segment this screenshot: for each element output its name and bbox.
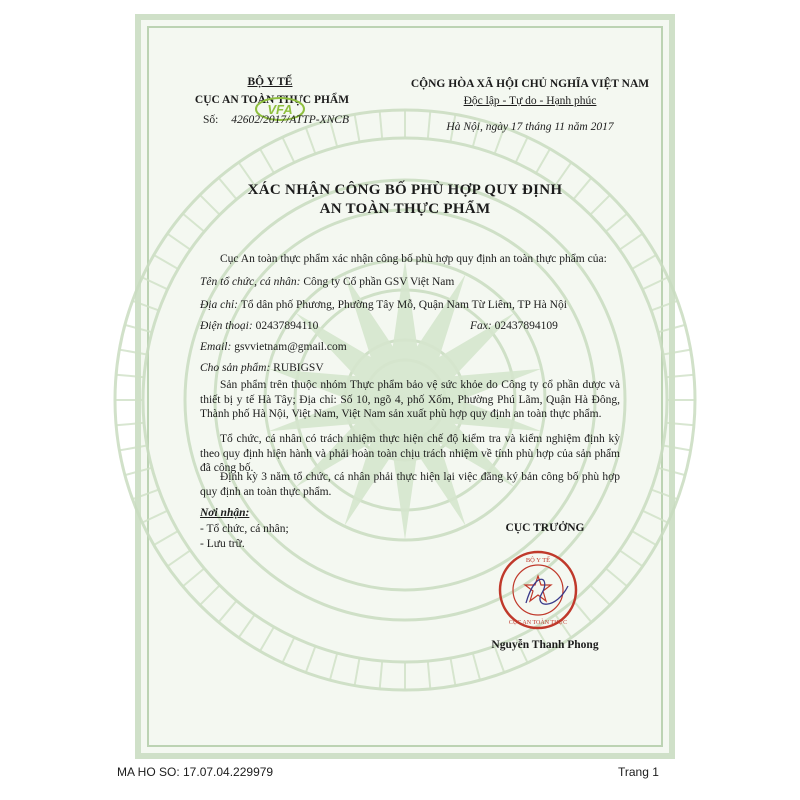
drum-tick <box>142 511 167 523</box>
drum-tick <box>282 137 294 162</box>
drum-tick <box>658 325 685 332</box>
drum-tick <box>306 646 316 672</box>
recipients-heading: Nơi nhận: <box>200 507 250 519</box>
fax-row <box>470 319 558 333</box>
drum-tick <box>428 661 431 689</box>
responsibility-paragraph: Tổ chức, cá nhân có trách nhiệm thực hiện chế độ kiểm tra và kiểm nghiệm định kỳ theo quy định hiện hành và phải hoàn toàn chịu trách nhiệm về tính phù hợp của sản phẩm đã công bố. <box>200 433 620 474</box>
logo-text: VFA <box>267 102 293 117</box>
drum-tick <box>651 490 677 500</box>
address-value: Tổ dân phố Phương, Phường Tây Mỗ, Quận Nam Từ Liêm, TP Hà Nội <box>240 299 567 311</box>
document-number-label: Số: <box>203 114 219 126</box>
drum-tick <box>643 511 668 523</box>
drum-tick <box>119 350 147 355</box>
page-number: Trang 1 <box>618 765 659 779</box>
phone-label: Điện thoại: <box>200 320 253 332</box>
drum-tick <box>200 585 220 605</box>
drum-tick <box>125 325 152 332</box>
drum-tick <box>133 490 159 500</box>
record-number: MA HO SO: 17.07.04.229979 <box>117 765 274 779</box>
drum-tick <box>666 375 694 378</box>
drum-tick <box>282 638 294 663</box>
product-label: Cho sản phẩm: <box>200 362 271 374</box>
drum-tick <box>183 214 205 232</box>
drum-tick <box>355 658 360 686</box>
document-number <box>203 113 349 127</box>
drum-tick <box>451 658 456 686</box>
drum-tick <box>260 627 274 651</box>
department-name: CỤC AN TOÀN THỰC PHẨM <box>194 94 350 106</box>
email-value: gsvvietnam@gmail.com <box>234 341 347 353</box>
drum-tick <box>606 214 628 232</box>
drum-tick <box>666 423 694 426</box>
drum-tick <box>651 301 677 311</box>
drum-tick <box>116 375 144 378</box>
drum-tick <box>154 531 178 545</box>
drum-tick <box>516 137 528 162</box>
phone-value: 02437894110 <box>255 320 319 332</box>
drum-tick <box>154 255 178 269</box>
ministry-name: BỘ Y TẾ <box>247 76 293 88</box>
document-number-value: 42602/2017/ATTP-XNCB <box>231 114 349 126</box>
email-label: Email: <box>200 341 232 353</box>
drum-tick <box>663 446 691 451</box>
renewal-paragraph: Định kỳ 3 năm tổ chức, cá nhân phải thực hiện lại việc đăng ký bản công bố phù hợp quy định an toàn thực phẩm. <box>200 471 620 498</box>
product-row <box>200 361 324 375</box>
drum-tick <box>330 653 337 680</box>
drum-tick <box>536 149 550 173</box>
drum-tick <box>643 277 668 289</box>
drum-tick <box>219 601 237 623</box>
drum-tick <box>167 234 190 250</box>
email-row <box>200 340 347 354</box>
drum-tick <box>658 468 685 475</box>
phone-row <box>200 319 318 333</box>
production-paragraph: Sản phẩm trên thuộc nhóm Thực phẩm bảo vệ sức khỏe do Công ty cổ phần dược và thiết bị y tế Hà Tây; Địa chỉ: Số 10, ngõ 4, phố Xốm, Phường Phú Lãm, Quận Hà Đông, Thành phố Hà Nội, Việt Nam, Việt Nam sản xuất phù hợp quy định an toàn thực phẩm. <box>200 379 620 420</box>
organization-value: Công ty Cổ phần GSV Việt Nam <box>303 276 455 288</box>
address-label: Địa chỉ: <box>200 299 239 311</box>
recipient-item: - Tổ chức, cá nhân; <box>200 523 289 535</box>
drum-tick <box>183 568 205 586</box>
drum-tick <box>260 149 274 173</box>
drum-tick <box>632 531 656 545</box>
drum-tick <box>590 585 610 605</box>
signer-name: Nguyễn Thanh Phong <box>491 639 599 651</box>
drum-tick <box>620 550 643 566</box>
fax-label: Fax: <box>470 320 492 332</box>
document-title-line-1: XÁC NHẬN CÔNG BỐ PHÙ HỢP QUY ĐỊNH <box>247 182 563 198</box>
drum-tick <box>133 301 159 311</box>
signer-position: CỤC TRƯỞNG <box>505 522 585 534</box>
fax-value: 02437894109 <box>494 320 558 332</box>
seal-top-text: BỘ Y TẾ <box>525 557 551 564</box>
drum-tick <box>355 114 360 142</box>
country-name: CỘNG HÒA XÃ HỘI CHỦ NGHĨA VIỆT NAM <box>410 78 650 90</box>
drum-tick <box>125 468 152 475</box>
product-value: RUBIGSV <box>273 362 324 374</box>
official-seal <box>496 548 580 632</box>
drum-tick <box>142 277 167 289</box>
drum-tick <box>632 255 656 269</box>
drum-tick <box>620 234 643 250</box>
drum-tick <box>473 653 480 680</box>
seal-bottom-text: CỤC AN TOÀN THỰC <box>508 620 568 626</box>
address-row <box>200 298 567 312</box>
place-and-date: Hà Nội, ngày 17 tháng 11 năm 2017 <box>446 121 614 133</box>
organization-label: Tên tổ chức, cá nhân: <box>200 276 301 288</box>
drum-tick <box>380 661 383 689</box>
recipient-item: - Lưu trữ. <box>200 538 245 550</box>
document-title-line-2: AN TOÀN THỰC PHẨM <box>319 201 491 217</box>
drum-tick <box>116 423 144 426</box>
drum-tick <box>663 350 691 355</box>
drum-tick <box>306 128 316 154</box>
drum-tick <box>380 111 383 139</box>
organization-row <box>200 275 454 289</box>
drum-tick <box>167 550 190 566</box>
drum-tick <box>606 568 628 586</box>
drum-tick <box>119 446 147 451</box>
intro-text: Cục An toàn thực phẩm xác nhận công bố phù hợp quy định an toàn thực phẩm của: <box>220 253 607 265</box>
national-motto: Độc lập - Tự do - Hạnh phúc <box>463 95 597 107</box>
drum-tick <box>239 615 255 638</box>
